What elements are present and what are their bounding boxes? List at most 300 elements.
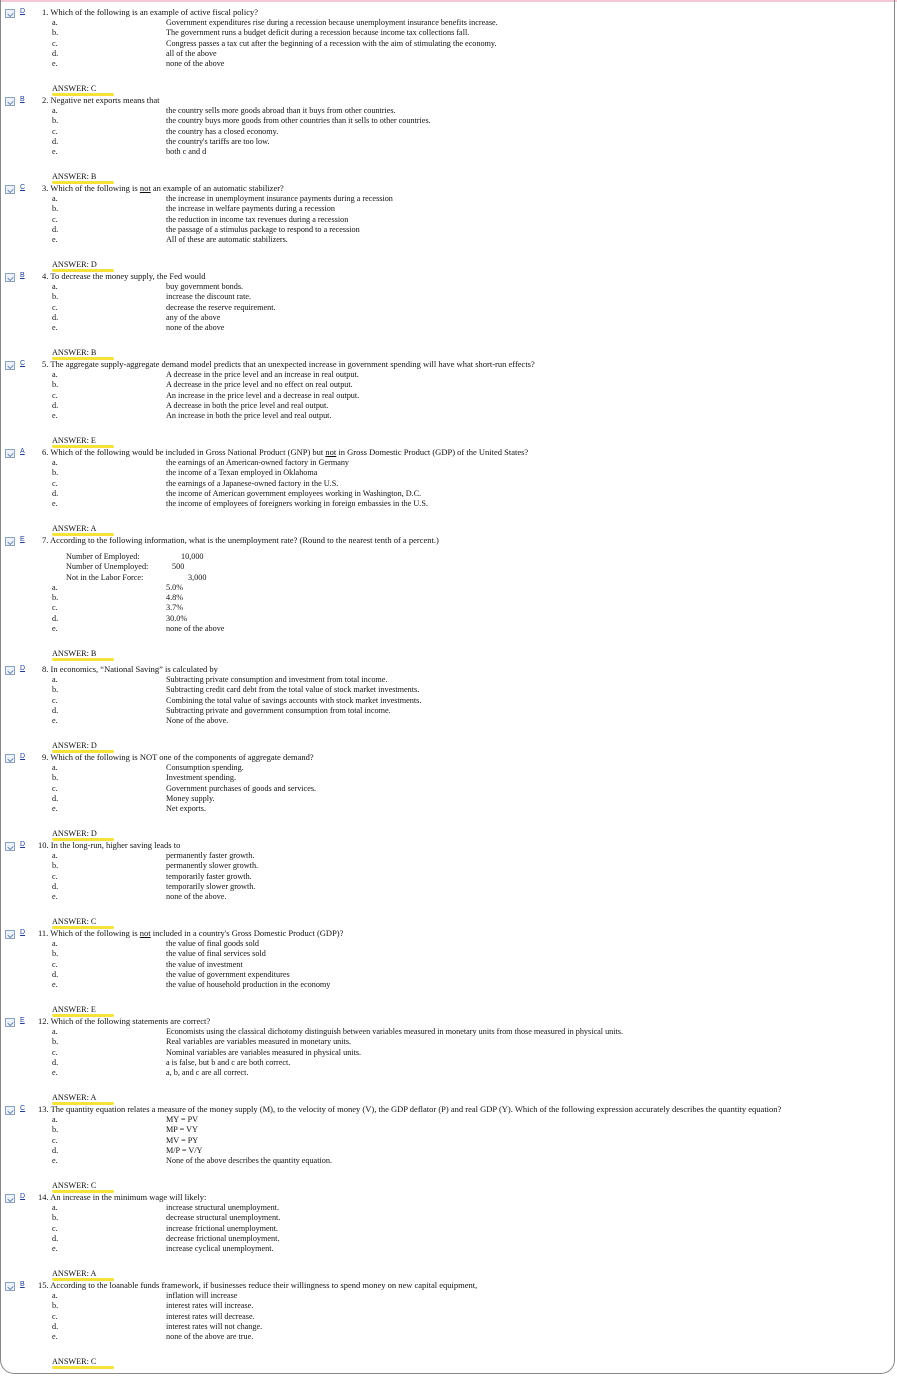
- option-text: None of the above describes the quantity equation.: [166, 1156, 332, 1166]
- answer-option: [0, 1234, 897, 1244]
- answer-key-badge[interactable]: [5, 929, 31, 939]
- option-letter: a.: [52, 1115, 58, 1124]
- option-text: Real variables are variables measured in monetary units.: [166, 1037, 352, 1047]
- question-1: [0, 7, 897, 94]
- option-text: the country has a closed economy.: [166, 126, 279, 136]
- answer-option: [0, 1213, 897, 1223]
- question-3: [0, 183, 897, 270]
- info-label: Not in the Labor Force:: [66, 572, 144, 582]
- broken-image-icon: [5, 754, 15, 763]
- option-letter: a.: [52, 675, 58, 684]
- answer-option: [0, 1156, 897, 1166]
- question-stem: [42, 535, 439, 546]
- answer-text: ANSWER: B: [52, 172, 97, 182]
- question-text-emphasis: not: [325, 447, 337, 457]
- option-text: Subtracting credit card debt from the total value of stock market investments.: [166, 685, 420, 695]
- option-letter: a.: [52, 106, 58, 115]
- option-text: the value of government expenditures: [166, 969, 290, 979]
- option-letter: b.: [52, 380, 59, 390]
- answer-option: [0, 225, 897, 235]
- answer-text: ANSWER: A: [52, 1093, 97, 1103]
- option-text: Investment spending.: [166, 773, 237, 783]
- option-letter: c.: [52, 959, 58, 969]
- answer-key-badge[interactable]: [5, 184, 31, 194]
- answer-option: [0, 235, 897, 245]
- option-text: M/P = V/Y: [166, 1145, 203, 1155]
- question-stem: [42, 95, 160, 106]
- answer-line: [0, 916, 897, 927]
- answer-option: [0, 882, 897, 892]
- option-text: the earnings of a Japanese-owned factory in the U.S.: [166, 478, 339, 488]
- option-text: the income of a Texan employed in Oklahoma: [166, 468, 318, 478]
- option-letter: e.: [52, 1068, 58, 1078]
- answer-option: [0, 127, 897, 137]
- answer-text: ANSWER: C: [52, 1181, 97, 1191]
- answer-key-letter[interactable]: D: [20, 841, 26, 848]
- option-text: 4.8%: [166, 593, 184, 603]
- answer-key-badge[interactable]: [5, 272, 31, 282]
- option-letter: b.: [52, 773, 59, 783]
- answer-option: [0, 1301, 897, 1311]
- option-letter: d.: [52, 136, 59, 146]
- option-letter: d.: [52, 224, 59, 234]
- answer-option: [0, 773, 897, 783]
- option-letter: e.: [52, 1332, 58, 1342]
- answer-key-badge[interactable]: [5, 96, 31, 106]
- answer-option: [0, 401, 897, 411]
- answer-key-letter[interactable]: D: [20, 8, 26, 15]
- answer-key-badge[interactable]: [5, 448, 31, 458]
- broken-image-icon: [5, 1282, 15, 1291]
- option-letter: d.: [52, 613, 59, 623]
- option-text: A decrease in the price level and an increase in real output.: [166, 370, 359, 379]
- question-11: [0, 928, 897, 1015]
- question-4: [0, 271, 897, 358]
- answer-key-letter[interactable]: E: [20, 536, 25, 543]
- question-text-post: included in a country's Gross Domestic Product (GDP)?: [150, 928, 344, 938]
- option-text: none of the above are true.: [166, 1332, 254, 1342]
- answer-option: [0, 303, 897, 313]
- question-text: According to the following information, what is the unemployment rate? (Round to the nearest tenth of a percent.): [50, 535, 439, 545]
- option-letter: a.: [52, 282, 58, 291]
- option-text: decrease structural unemployment.: [166, 1213, 281, 1223]
- option-letter: e.: [52, 59, 58, 69]
- answer-key-badge[interactable]: [5, 536, 31, 546]
- answer-key-badge[interactable]: [5, 841, 31, 851]
- answer-key-letter[interactable]: C: [20, 1105, 26, 1112]
- option-text: Money supply.: [166, 793, 215, 803]
- question-text-pre: Which of the following would be included in Gross National Product (GNP) but: [50, 447, 326, 457]
- broken-image-icon: [5, 361, 15, 370]
- answer-option: [0, 370, 897, 380]
- question-stem: [42, 183, 284, 194]
- option-text: the earnings of an American-owned factory in Germany: [166, 458, 350, 467]
- question-text: The quantity equation relates a measure of the money supply (M), to the velocity of money (V), the GDP deflator (P) and real GDP (Y). Which of the following expression accurately describes the quantity equation?: [50, 1104, 782, 1114]
- option-letter: b.: [52, 28, 59, 38]
- option-text: temporarily slower growth.: [166, 881, 256, 891]
- option-text: Economists using the classical dichotomy distinguish between variables measured in monetary units from those measured in physical units.: [166, 1027, 624, 1036]
- option-letter: c.: [52, 302, 58, 312]
- answer-text: ANSWER: C: [52, 1357, 97, 1367]
- question-number: 13.: [38, 1104, 49, 1114]
- answer-option: [0, 1048, 897, 1058]
- option-letter: d.: [52, 1321, 59, 1331]
- question-2: [0, 95, 897, 182]
- option-letter: e.: [52, 411, 58, 421]
- question-number: 7.: [42, 535, 49, 545]
- question-stem: [42, 447, 528, 458]
- option-text: the country buys more goods from other countries than it sells to other countries.: [166, 116, 431, 126]
- question-header: [0, 359, 897, 370]
- answer-key-letter[interactable]: D: [20, 1193, 26, 1200]
- answer-option: [0, 1068, 897, 1078]
- answer-text: ANSWER: A: [52, 1269, 97, 1279]
- answer-line: [0, 740, 897, 751]
- option-letter: b.: [52, 949, 59, 959]
- answer-option: [0, 784, 897, 794]
- answer-option: [0, 106, 897, 116]
- option-text: Congress passes a tax cut after the beginning of a recession with the aim of stimulating the economy.: [166, 38, 497, 48]
- answer-option: [0, 892, 897, 902]
- answer-highlight: [52, 658, 114, 661]
- answer-option: [0, 1244, 897, 1254]
- question-number: 14.: [38, 1192, 49, 1202]
- answer-option: [0, 489, 897, 499]
- info-row: [66, 573, 897, 583]
- answer-option: [0, 1312, 897, 1322]
- option-text: permanently slower growth.: [166, 861, 259, 871]
- answer-line: [0, 83, 897, 94]
- question-text: An increase in the minimum wage will likely:: [50, 1192, 207, 1202]
- option-letter: b.: [52, 593, 59, 603]
- option-text: all of the above: [166, 48, 217, 58]
- option-letter: d.: [52, 793, 59, 803]
- option-text: A decrease in both the price level and real output.: [166, 400, 329, 410]
- option-letter: d.: [52, 48, 59, 58]
- option-text: the reduction in income tax revenues during a recession: [166, 214, 349, 224]
- option-text: both c and d: [166, 147, 207, 157]
- option-text: Consumption spending.: [166, 763, 244, 772]
- info-value: 10,000: [181, 552, 204, 561]
- question-stem: [38, 1104, 781, 1115]
- answer-option: [0, 696, 897, 706]
- answer-option: [0, 1322, 897, 1332]
- question-number: 11.: [38, 928, 49, 938]
- question-stem: [38, 1016, 210, 1027]
- answer-text: ANSWER: E: [52, 1005, 96, 1015]
- option-text: the value of final services sold: [166, 949, 266, 959]
- option-letter: a.: [52, 1291, 58, 1300]
- option-text: temporarily faster growth.: [166, 871, 252, 881]
- option-letter: b.: [52, 204, 59, 214]
- option-text: permanently faster growth.: [166, 851, 255, 860]
- question-text: Which of the following statements are correct?: [50, 1016, 211, 1026]
- answer-key-letter[interactable]: C: [20, 184, 26, 191]
- option-text: 5.0%: [166, 582, 184, 592]
- option-letter: c.: [52, 871, 58, 881]
- answer-line: [0, 1356, 897, 1367]
- option-letter: d.: [52, 400, 59, 410]
- question-stem: [42, 7, 258, 18]
- answer-option: [0, 468, 897, 478]
- option-letter: d.: [52, 488, 59, 498]
- answer-text: ANSWER: C: [52, 84, 97, 94]
- option-letter: e.: [52, 624, 58, 634]
- question-number: 2.: [42, 95, 49, 105]
- answer-option: [0, 1146, 897, 1156]
- option-letter: a.: [52, 370, 58, 379]
- answer-key-letter[interactable]: E: [20, 1017, 25, 1024]
- option-letter: a.: [52, 18, 58, 27]
- answer-option: [0, 583, 897, 593]
- answer-option: [0, 59, 897, 69]
- question-7: [0, 535, 897, 659]
- question-text: To decrease the money supply, the Fed would: [50, 271, 206, 281]
- question-14: [0, 1192, 897, 1279]
- answer-option: [0, 872, 897, 882]
- option-letter: b.: [52, 685, 59, 695]
- option-text: MP = VY: [166, 1125, 198, 1135]
- answer-option: [0, 593, 897, 603]
- answer-option: [0, 804, 897, 814]
- option-letter: e.: [52, 980, 58, 990]
- option-text: Subtracting private consumption and investment from total income.: [166, 675, 388, 684]
- answer-option: [0, 763, 897, 773]
- question-text-post: an example of an automatic stabilizer?: [150, 183, 284, 193]
- answer-option: [0, 380, 897, 390]
- option-letter: c.: [52, 1223, 58, 1233]
- option-letter: a.: [52, 582, 58, 592]
- answer-text: ANSWER: D: [52, 829, 97, 839]
- option-text: An increase in both the price level and real output.: [166, 411, 332, 421]
- question-text: According to the loanable funds framework, if businesses reduce their willingness to spend money on new capital equipment,: [50, 1280, 478, 1290]
- answer-key-badge[interactable]: [5, 1281, 31, 1291]
- answer-line: [0, 1004, 897, 1015]
- option-letter: e.: [52, 499, 58, 509]
- option-letter: e.: [52, 804, 58, 814]
- answer-option: [0, 960, 897, 970]
- option-text: interest rates will increase.: [166, 1301, 254, 1311]
- option-text: increase the discount rate.: [166, 292, 252, 302]
- answer-key-letter[interactable]: B: [20, 1281, 25, 1288]
- question-text-emphasis: not: [139, 183, 151, 193]
- option-letter: e.: [52, 716, 58, 726]
- question-number: 4.: [42, 271, 49, 281]
- info-row: [66, 562, 897, 572]
- option-text: the passage of a stimulus package to respond to a recession: [166, 224, 360, 234]
- question-text: In the long-run, higher saving leads to: [50, 840, 181, 850]
- option-text: interest rates will not change.: [166, 1321, 263, 1331]
- answer-option: [0, 1125, 897, 1135]
- question-8: [0, 664, 897, 751]
- option-letter: d.: [52, 1057, 59, 1067]
- answer-option: [0, 706, 897, 716]
- option-text: The government runs a budget deficit during a recession because income tax collections fall.: [166, 28, 470, 38]
- broken-image-icon: [5, 1018, 15, 1027]
- question-text: Which of the following is NOT one of the components of aggregate demand?: [50, 752, 314, 762]
- question-header: [0, 1280, 897, 1291]
- question-number: 12.: [38, 1016, 49, 1026]
- option-letter: a.: [52, 763, 58, 772]
- question-number: 5.: [42, 359, 49, 369]
- option-text: Government purchases of goods and services.: [166, 783, 317, 793]
- question-text: Which of the following is an example of active fiscal policy?: [50, 7, 259, 17]
- answer-line: [0, 171, 897, 182]
- answer-key-letter[interactable]: D: [20, 929, 26, 936]
- option-text: the income of American government employees working in Washington, D.C.: [166, 488, 422, 498]
- question-stem: [38, 1280, 477, 1291]
- answer-option: [0, 479, 897, 489]
- option-letter: e.: [52, 323, 58, 333]
- question-stem: [42, 359, 535, 370]
- option-text: increase structural unemployment.: [166, 1203, 279, 1212]
- option-text: Nominal variables are variables measured in physical units.: [166, 1047, 362, 1057]
- option-letter: b.: [52, 1213, 59, 1223]
- option-letter: c.: [52, 390, 58, 400]
- option-text: none of the above.: [166, 892, 227, 902]
- option-letter: a.: [52, 851, 58, 860]
- answer-key-letter[interactable]: B: [20, 96, 25, 103]
- answer-option: [0, 1027, 897, 1037]
- broken-image-icon: [5, 97, 15, 106]
- option-text: MV = PY: [166, 1135, 199, 1145]
- option-text: Government expenditures rise during a recession because unemployment insurance benefits increase.: [166, 18, 498, 27]
- answer-key-letter[interactable]: D: [20, 753, 26, 760]
- option-letter: b.: [52, 292, 59, 302]
- option-text: buy government bonds.: [166, 282, 244, 291]
- answer-option: [0, 603, 897, 613]
- answer-option: [0, 1203, 897, 1213]
- answer-option: [0, 1058, 897, 1068]
- option-letter: a.: [52, 939, 58, 948]
- option-letter: c.: [52, 126, 58, 136]
- answer-key-letter[interactable]: A: [20, 448, 25, 455]
- option-text: All of these are automatic stabilizers.: [166, 235, 288, 245]
- option-letter: c.: [52, 783, 58, 793]
- option-letter: d.: [52, 312, 59, 322]
- question-9: [0, 752, 897, 839]
- answer-option: [0, 794, 897, 804]
- answer-line: [0, 1092, 897, 1103]
- answer-line: [0, 435, 897, 446]
- question-number: 10.: [38, 840, 49, 850]
- answer-key-badge[interactable]: [5, 360, 31, 370]
- option-text: the value of investment: [166, 959, 243, 969]
- answer-option: [0, 147, 897, 157]
- option-letter: c.: [52, 214, 58, 224]
- question-text: Negative net exports means that: [50, 95, 160, 105]
- answer-key-letter[interactable]: B: [20, 272, 25, 279]
- question-stem: [42, 664, 218, 675]
- option-letter: c.: [52, 695, 58, 705]
- question-text-pre: Which of the following is: [50, 928, 140, 938]
- question-text: The aggregate supply-aggregate demand model predicts that an unexpected increase in government spending will have what short-run effects?: [50, 359, 535, 369]
- broken-image-icon: [5, 9, 15, 18]
- option-letter: c.: [52, 1311, 58, 1321]
- question-header: [0, 664, 897, 675]
- option-text: increase cyclical unemployment.: [166, 1244, 274, 1254]
- answer-text: ANSWER: E: [52, 436, 96, 446]
- answer-key-badge[interactable]: [5, 753, 31, 763]
- option-letter: c.: [52, 478, 58, 488]
- answer-key-letter[interactable]: C: [20, 360, 26, 367]
- answer-text: ANSWER: D: [52, 741, 97, 751]
- option-text: inflation will increase: [166, 1291, 238, 1300]
- answer-option: [0, 39, 897, 49]
- option-letter: c.: [52, 603, 58, 613]
- option-text: the value of final goods sold: [166, 939, 260, 948]
- option-text: Net exports.: [166, 804, 207, 814]
- answer-text: ANSWER: A: [52, 524, 97, 534]
- answer-option: [0, 1136, 897, 1146]
- question-header: [0, 1104, 897, 1115]
- answer-option: [0, 861, 897, 871]
- answer-option: [0, 204, 897, 214]
- answer-option: [0, 949, 897, 959]
- answer-key-badge[interactable]: [5, 1193, 31, 1203]
- answer-text: ANSWER: B: [52, 348, 97, 358]
- option-text: the increase in unemployment insurance payments during a recession: [166, 194, 393, 203]
- answer-option: [0, 675, 897, 685]
- option-text: decrease the reserve requirement.: [166, 302, 276, 312]
- answer-option: [0, 49, 897, 59]
- answer-option: [0, 1115, 897, 1125]
- answer-option: [0, 499, 897, 509]
- answer-line: [0, 828, 897, 839]
- question-text-pre: Which of the following is: [50, 183, 140, 193]
- question-text-emphasis: not: [139, 928, 151, 938]
- question-10: [0, 840, 897, 927]
- answer-option: [0, 1291, 897, 1301]
- option-text: increase frictional unemployment.: [166, 1223, 279, 1233]
- info-value: 500: [172, 562, 185, 572]
- answer-option: [0, 716, 897, 726]
- answer-option: [0, 1332, 897, 1342]
- option-text: a is false, but b and c are both correct.: [166, 1057, 291, 1067]
- answer-option: [0, 282, 897, 292]
- question-header: [0, 271, 897, 282]
- broken-image-icon: [5, 930, 15, 939]
- option-text: None of the above.: [166, 716, 229, 726]
- given-information: [0, 552, 897, 583]
- question-header: [0, 447, 897, 458]
- answer-key-badge[interactable]: [5, 1105, 31, 1115]
- question-stem: [38, 928, 343, 939]
- option-letter: c.: [52, 1135, 58, 1145]
- answer-line: [0, 259, 897, 270]
- answer-option: [0, 28, 897, 38]
- option-letter: a.: [52, 194, 58, 203]
- answer-key-badge[interactable]: [5, 8, 31, 18]
- answer-key-letter[interactable]: D: [20, 665, 26, 672]
- info-label: Number of Employed:: [66, 552, 140, 561]
- answer-key-badge[interactable]: [5, 1017, 31, 1027]
- answer-line: [0, 523, 897, 534]
- answer-option: [0, 292, 897, 302]
- info-label: Number of Unemployed:: [66, 562, 149, 572]
- question-5: [0, 359, 897, 446]
- broken-image-icon: [5, 1106, 15, 1115]
- question-header: [0, 1192, 897, 1203]
- answer-key-badge[interactable]: [5, 665, 31, 675]
- broken-image-icon: [5, 449, 15, 458]
- option-letter: c.: [52, 1047, 58, 1057]
- question-13: [0, 1104, 897, 1191]
- question-header: [0, 752, 897, 763]
- option-text: a, b, and c are all correct.: [166, 1068, 249, 1078]
- answer-option: [0, 215, 897, 225]
- answer-option: [0, 851, 897, 861]
